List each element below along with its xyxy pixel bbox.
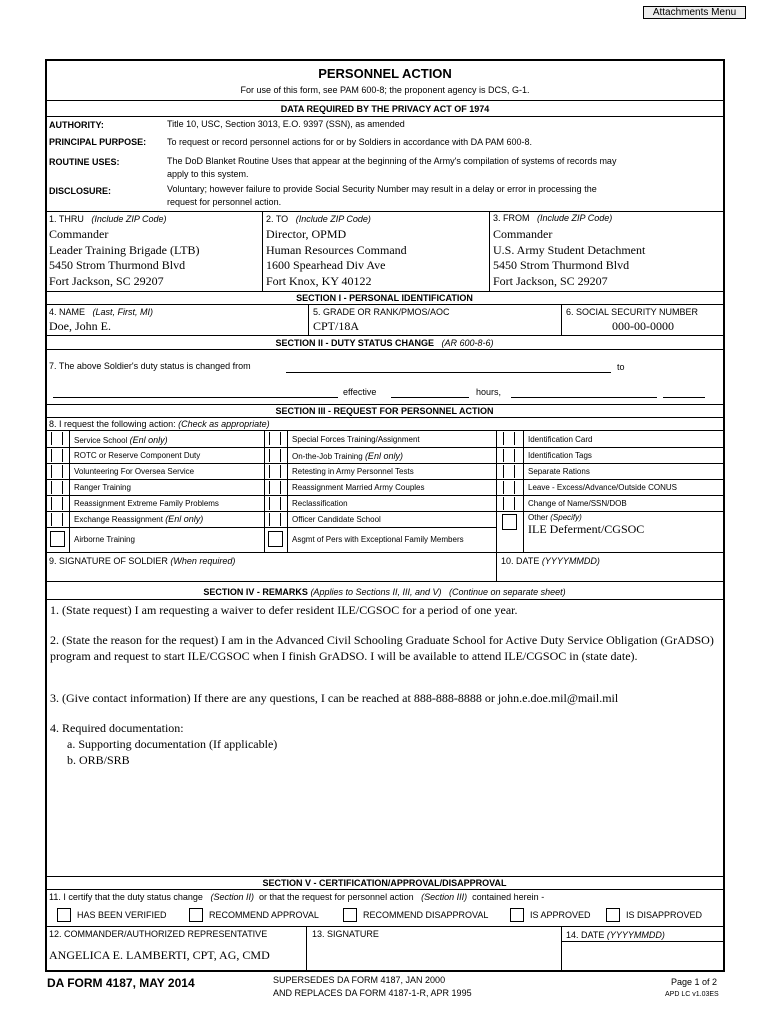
divider bbox=[45, 430, 725, 431]
ssn-label: 6. SOCIAL SECURITY NUMBER bbox=[566, 307, 699, 317]
checkbox-special-forces[interactable] bbox=[269, 432, 281, 445]
divider bbox=[308, 304, 309, 335]
option-label: Special Forces Training/Assignment bbox=[292, 435, 420, 444]
date-label: 10. DATE (YYYYMMDD) bbox=[501, 556, 600, 566]
divider bbox=[561, 941, 725, 942]
option-label: IS DISAPPROVED bbox=[626, 910, 703, 920]
commander-field[interactable]: ANGELICA E. LAMBERTI, CPT, AG, CMD bbox=[49, 948, 270, 962]
divider bbox=[45, 304, 725, 305]
item-11-label: 11. I certify that the duty status change (Section II) or that the request for personnel action (Section III) contained herein - bbox=[49, 892, 545, 902]
page-number: Page 1 of 2 bbox=[671, 977, 718, 987]
option-label: Change of Name/SSN/DOB bbox=[528, 499, 627, 508]
grade-field[interactable]: CPT/18A bbox=[313, 319, 360, 333]
commander-label: 12. COMMANDER/AUTHORIZED REPRESENTATIVE bbox=[49, 929, 268, 939]
routine-uses-text: apply to this system. bbox=[167, 169, 249, 179]
divider bbox=[45, 889, 725, 890]
divider bbox=[69, 430, 70, 552]
effective-word: effective bbox=[343, 387, 377, 397]
commander-date-field[interactable] bbox=[565, 944, 720, 968]
checkbox-exchange[interactable] bbox=[51, 513, 63, 526]
status-to-field[interactable] bbox=[53, 397, 338, 398]
divider bbox=[45, 552, 725, 553]
checkbox-is-disapproved[interactable] bbox=[606, 908, 620, 922]
section-1-title: SECTION I - PERSONAL IDENTIFICATION bbox=[296, 293, 473, 303]
thru-line: 5450 Strom Thurmond Blvd bbox=[49, 258, 186, 272]
name-label: 4. NAME (Last, First, MI) bbox=[49, 307, 154, 317]
option-label: Reclassification bbox=[292, 499, 348, 508]
divider bbox=[45, 479, 725, 480]
thru-label: 1. THRU (Include ZIP Code) bbox=[49, 214, 167, 224]
remarks-paragraph: 4. Required documentation: bbox=[50, 721, 184, 735]
divider bbox=[306, 926, 307, 972]
other-specify-field[interactable]: ILE Deferment/CGSOC bbox=[528, 522, 645, 536]
checkbox-change-name[interactable] bbox=[503, 497, 515, 510]
divider bbox=[496, 430, 497, 552]
routine-uses-label: ROUTINE USES: bbox=[49, 157, 120, 167]
commander-signature-label: 13. SIGNATURE bbox=[312, 929, 379, 939]
from-label: 3. FROM (Include ZIP Code) bbox=[493, 213, 613, 223]
commander-date-label: 14. DATE (YYYYMMDD) bbox=[566, 930, 665, 940]
hours-word: hours, bbox=[476, 387, 502, 397]
ssn-field[interactable]: 000-00-0000 bbox=[612, 319, 674, 333]
purpose-label: PRINCIPAL PURPOSE: bbox=[49, 137, 147, 147]
checkbox-married-couples[interactable] bbox=[269, 481, 281, 494]
authority-label: AUTHORITY: bbox=[49, 120, 104, 130]
option-label: Officer Candidate School bbox=[292, 515, 381, 524]
divider bbox=[287, 430, 288, 552]
option-label: Volunteering For Oversea Service bbox=[74, 467, 195, 476]
name-field[interactable]: Doe, John E. bbox=[49, 319, 111, 333]
option-label: Identification Card bbox=[528, 435, 593, 444]
divider bbox=[45, 291, 725, 292]
thru-line: Leader Training Brigade (LTB) bbox=[49, 243, 200, 257]
option-label: RECOMMEND APPROVAL bbox=[209, 910, 319, 920]
attachments-menu-button[interactable]: Attachments Menu bbox=[643, 6, 746, 19]
divider bbox=[45, 335, 725, 336]
option-label: RECOMMEND DISAPPROVAL bbox=[363, 910, 489, 920]
divider bbox=[45, 599, 725, 600]
checkbox-reclassification[interactable] bbox=[269, 497, 281, 510]
option-label: Reassignment Married Army Couples bbox=[292, 483, 425, 492]
disclosure-label: DISCLOSURE: bbox=[49, 186, 112, 196]
from-line: U.S. Army Student Detachment bbox=[493, 243, 646, 257]
thru-line: Commander bbox=[49, 227, 109, 241]
checkbox-retesting[interactable] bbox=[269, 465, 281, 478]
option-label: Leave - Excess/Advance/Outside CONUS bbox=[528, 483, 677, 492]
to-line: Human Resources Command bbox=[266, 243, 407, 257]
from-line: Fort Jackson, SC 29207 bbox=[493, 274, 608, 288]
divider bbox=[45, 581, 725, 582]
option-label: Retesting in Army Personnel Tests bbox=[292, 467, 414, 476]
remarks-paragraph: 2. (State the reason for the request) I am in the Advanced Civil Schooling Graduate School for Active Duty Service Obligation (GrADSO) program and request to start ILE/CGSOC when I finish GrADSO. I will be available to attend ILE/CGSOC in (state date). bbox=[50, 633, 714, 663]
form-title: PERSONNEL ACTION bbox=[318, 66, 452, 81]
from-line: 5450 Strom Thurmond Blvd bbox=[493, 258, 630, 272]
divider bbox=[45, 404, 725, 405]
divider bbox=[45, 417, 725, 418]
option-label: Reassignment Extreme Family Problems bbox=[74, 499, 219, 508]
disclosure-text: Voluntary; however failure to provide Social Security Number may result in a delay or error in processing the bbox=[167, 184, 597, 194]
divider bbox=[45, 211, 725, 212]
remarks-paragraph: 3. (Give contact information) If there are any questions, I can be reached at 888-888-8888 or john.e.doe.mil@mail.mil bbox=[50, 691, 619, 705]
purpose-text: To request or record personnel actions for or by Soldiers in accordance with DA PAM 600-8. bbox=[167, 137, 533, 147]
option-label: On-the-Job Training (Enl only) bbox=[292, 451, 403, 461]
privacy-heading: DATA REQUIRED BY THE PRIVACY ACT OF 1974 bbox=[280, 104, 490, 114]
option-label: Separate Rations bbox=[528, 467, 590, 476]
divider bbox=[262, 211, 263, 291]
divider bbox=[45, 349, 725, 350]
authority-text: Title 10, USC, Section 3013, E.O. 9397 (SSN), as amended bbox=[167, 119, 405, 129]
option-label: Exchange Reassignment (Enl only) bbox=[74, 514, 204, 524]
checkbox-service-school[interactable] bbox=[51, 432, 63, 445]
divider bbox=[45, 527, 496, 528]
hours-field-2[interactable] bbox=[663, 397, 705, 398]
thru-line: Fort Jackson, SC 29207 bbox=[49, 274, 164, 288]
section-4-title: SECTION IV - REMARKS (Applies to Sections II, III, and V) (Continue on separate sheet) bbox=[203, 587, 566, 597]
option-label: Ranger Training bbox=[74, 483, 131, 492]
other-label: Other (Specify) bbox=[528, 513, 582, 522]
to-word: to bbox=[617, 362, 625, 372]
remarks-paragraph: a. Supporting documentation (If applicable) bbox=[67, 737, 278, 751]
divider bbox=[561, 926, 562, 972]
divider bbox=[45, 447, 725, 448]
option-label: ROTC or Reserve Component Duty bbox=[74, 451, 201, 460]
supersedes-note: AND REPLACES DA FORM 4187-1-R, APR 1995 bbox=[273, 988, 472, 998]
option-label: IS APPROVED bbox=[530, 910, 591, 920]
supersedes-note: SUPERSEDES DA FORM 4187, JAN 2000 bbox=[273, 975, 446, 985]
checkbox-id-card[interactable] bbox=[503, 432, 515, 445]
divider bbox=[45, 511, 725, 512]
effective-date-field[interactable] bbox=[391, 397, 469, 398]
form-subtitle: For use of this form, see PAM 600-8; the proponent agency is DCS, G-1. bbox=[240, 85, 530, 95]
option-label: Airborne Training bbox=[74, 535, 135, 544]
section-3-title: SECTION III - REQUEST FOR PERSONNEL ACTION bbox=[275, 406, 494, 416]
divider bbox=[489, 211, 490, 291]
form-version: APD LC v1.03ES bbox=[665, 991, 719, 998]
divider bbox=[523, 430, 524, 552]
to-line: Director, OPMD bbox=[266, 227, 347, 241]
checkbox-recommend-approval[interactable] bbox=[189, 908, 203, 922]
item-7-label: 7. The above Soldier's duty status is changed from bbox=[49, 361, 251, 371]
commander-signature-field[interactable] bbox=[311, 942, 555, 968]
soldier-date-field[interactable] bbox=[501, 568, 716, 580]
soldier-signature-label: 9. SIGNATURE OF SOLDIER (When required) bbox=[49, 556, 236, 566]
grade-label: 5. GRADE OR RANK/PMOS/AOC bbox=[313, 307, 450, 317]
divider bbox=[45, 926, 725, 927]
option-label: HAS BEEN VERIFIED bbox=[77, 910, 167, 920]
to-line: 1600 Spearhead Div Ave bbox=[266, 258, 386, 272]
divider bbox=[264, 430, 265, 552]
checkbox-rotc[interactable] bbox=[51, 449, 63, 462]
checkbox-is-approved[interactable] bbox=[510, 908, 524, 922]
remarks-paragraph: b. ORB/SRB bbox=[67, 753, 130, 767]
option-label: Asgmt of Pers with Exceptional Family Members bbox=[292, 535, 464, 544]
checkbox-leave[interactable] bbox=[503, 481, 515, 494]
checkbox-exceptional-family[interactable] bbox=[268, 531, 283, 547]
section-2-title: SECTION II - DUTY STATUS CHANGE (AR 600-8-6) bbox=[275, 338, 494, 348]
checkbox-id-tags[interactable] bbox=[503, 449, 515, 462]
divider bbox=[45, 495, 725, 496]
section-5-title: SECTION V - CERTIFICATION/APPROVAL/DISAPPROVAL bbox=[262, 878, 507, 888]
checkbox-separate-rations[interactable] bbox=[503, 465, 515, 478]
hours-field[interactable] bbox=[511, 397, 657, 398]
to-line: Fort Knox, KY 40122 bbox=[266, 274, 372, 288]
checkbox-recommend-disapproval[interactable] bbox=[343, 908, 357, 922]
routine-uses-text: The DoD Blanket Routine Uses that appear at the beginning of the Army's compilation of systems of records may bbox=[167, 156, 617, 166]
checkbox-ojt[interactable] bbox=[269, 449, 281, 462]
checkbox-ranger[interactable] bbox=[51, 481, 63, 494]
form-number: DA FORM 4187, MAY 2014 bbox=[47, 976, 195, 990]
item-8-label: 8. I request the following action: (Check as appropriate) bbox=[49, 419, 270, 429]
status-from-field[interactable] bbox=[286, 372, 611, 373]
divider bbox=[45, 876, 725, 877]
checkbox-other[interactable] bbox=[502, 514, 517, 530]
divider bbox=[45, 463, 725, 464]
option-label: Service School (Enl only) bbox=[74, 435, 168, 445]
remarks-paragraph: 1. (State request) I am requesting a waiver to defer resident ILE/CGSOC for a period of one year. bbox=[50, 603, 518, 617]
checkbox-has-been-verified[interactable] bbox=[57, 908, 71, 922]
checkbox-family-problems[interactable] bbox=[51, 497, 63, 510]
divider bbox=[45, 100, 725, 101]
checkbox-ocs[interactable] bbox=[269, 513, 281, 526]
option-label: Identification Tags bbox=[528, 451, 592, 460]
from-line: Commander bbox=[493, 227, 553, 241]
checkbox-airborne[interactable] bbox=[50, 531, 65, 547]
divider bbox=[496, 552, 497, 581]
to-label: 2. TO (Include ZIP Code) bbox=[266, 214, 371, 224]
checkbox-oversea[interactable] bbox=[51, 465, 63, 478]
soldier-signature-field[interactable] bbox=[50, 568, 490, 580]
divider bbox=[45, 116, 725, 117]
disclosure-text: request for personnel action. bbox=[167, 197, 282, 207]
